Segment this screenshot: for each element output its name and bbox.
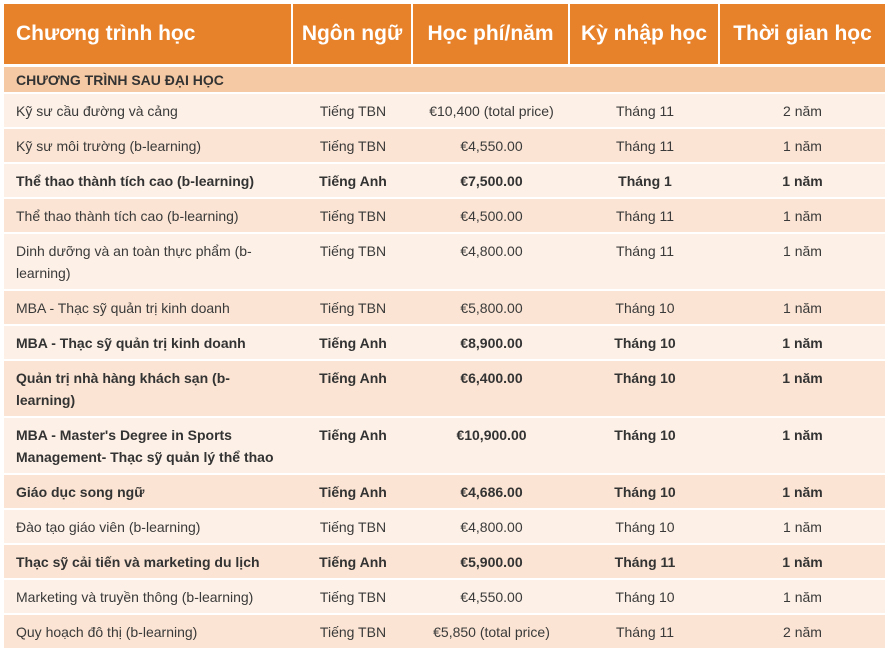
cell-fee: €10,900.00 (413, 418, 570, 475)
cell-program: Dinh dưỡng và an toàn thực phẩm (b-learning) (4, 234, 293, 291)
table-row (4, 361, 885, 418)
header-intake: Kỳ nhập học (570, 4, 720, 64)
table-row (4, 545, 885, 580)
cell-intake: Tháng 11 (570, 129, 720, 164)
table-row (4, 164, 885, 199)
cell-language: Tiếng Anh (293, 475, 413, 510)
cell-language: Tiếng TBN (293, 615, 413, 650)
table-header (4, 4, 885, 64)
cell-fee: €4,550.00 (413, 129, 570, 164)
table-row (4, 510, 885, 545)
cell-intake: Tháng 1 (570, 164, 720, 199)
cell-intake: Tháng 10 (570, 475, 720, 510)
cell-language: Tiếng Anh (293, 545, 413, 580)
cell-fee: €5,800.00 (413, 291, 570, 326)
cell-language: Tiếng Anh (293, 361, 413, 418)
table-row (4, 418, 885, 475)
cell-program: Quản trị nhà hàng khách sạn (b-learning) (4, 361, 293, 418)
section-row (4, 64, 885, 94)
cell-duration: 2 năm (720, 615, 885, 650)
cell-duration: 1 năm (720, 510, 885, 545)
section-title: CHƯƠNG TRÌNH SAU ĐẠI HỌC (4, 64, 885, 94)
cell-intake: Tháng 11 (570, 615, 720, 650)
cell-fee: €6,400.00 (413, 361, 570, 418)
cell-fee: €10,400 (total price) (413, 94, 570, 129)
cell-fee: €4,686.00 (413, 475, 570, 510)
cell-duration: 1 năm (720, 361, 885, 418)
table-row (4, 580, 885, 615)
cell-intake: Tháng 11 (570, 234, 720, 291)
tuition-table (4, 4, 885, 650)
cell-program: Thể thao thành tích cao (b-learning) (4, 164, 293, 199)
table-row (4, 129, 885, 164)
table-body (4, 64, 885, 650)
cell-intake: Tháng 10 (570, 510, 720, 545)
cell-duration: 1 năm (720, 291, 885, 326)
table-row (4, 291, 885, 326)
cell-language: Tiếng TBN (293, 510, 413, 545)
cell-duration: 1 năm (720, 234, 885, 291)
cell-fee: €4,500.00 (413, 199, 570, 234)
cell-language: Tiếng TBN (293, 129, 413, 164)
cell-language: Tiếng TBN (293, 199, 413, 234)
cell-program: MBA - Thạc sỹ quản trị kinh doanh (4, 291, 293, 326)
cell-program: MBA - Master's Degree in Sports Management- Thạc sỹ quản lý thể thao (4, 418, 293, 475)
cell-program: Giáo dục song ngữ (4, 475, 293, 510)
table-row (4, 475, 885, 510)
cell-intake: Tháng 11 (570, 199, 720, 234)
cell-fee: €5,850 (total price) (413, 615, 570, 650)
cell-intake: Tháng 10 (570, 580, 720, 615)
cell-program: Quy hoạch đô thị (b-learning) (4, 615, 293, 650)
cell-fee: €4,800.00 (413, 510, 570, 545)
cell-duration: 1 năm (720, 418, 885, 475)
cell-program: Thạc sỹ cải tiến và marketing du lịch (4, 545, 293, 580)
header-duration: Thời gian học (720, 4, 885, 64)
header-language: Ngôn ngữ (293, 4, 413, 64)
cell-program: Kỹ sư môi trường (b-learning) (4, 129, 293, 164)
cell-language: Tiếng TBN (293, 94, 413, 129)
cell-duration: 1 năm (720, 326, 885, 361)
cell-language: Tiếng TBN (293, 234, 413, 291)
cell-intake: Tháng 11 (570, 94, 720, 129)
table-row (4, 615, 885, 650)
cell-fee: €4,800.00 (413, 234, 570, 291)
cell-duration: 1 năm (720, 129, 885, 164)
cell-language: Tiếng Anh (293, 326, 413, 361)
header-program: Chương trình học (4, 4, 293, 64)
table-row (4, 94, 885, 129)
cell-language: Tiếng Anh (293, 164, 413, 199)
cell-program: MBA - Thạc sỹ quản trị kinh doanh (4, 326, 293, 361)
cell-duration: 1 năm (720, 580, 885, 615)
cell-program: Kỹ sư cầu đường và cảng (4, 94, 293, 129)
table-row (4, 199, 885, 234)
cell-program: Thể thao thành tích cao (b-learning) (4, 199, 293, 234)
cell-language: Tiếng TBN (293, 580, 413, 615)
cell-program: Marketing và truyền thông (b-learning) (4, 580, 293, 615)
cell-fee: €8,900.00 (413, 326, 570, 361)
table-row (4, 326, 885, 361)
cell-intake: Tháng 10 (570, 418, 720, 475)
cell-duration: 1 năm (720, 545, 885, 580)
cell-language: Tiếng Anh (293, 418, 413, 475)
cell-fee: €5,900.00 (413, 545, 570, 580)
cell-intake: Tháng 11 (570, 545, 720, 580)
cell-language: Tiếng TBN (293, 291, 413, 326)
cell-duration: 1 năm (720, 475, 885, 510)
cell-intake: Tháng 10 (570, 361, 720, 418)
cell-intake: Tháng 10 (570, 326, 720, 361)
cell-fee: €7,500.00 (413, 164, 570, 199)
cell-program: Đào tạo giáo viên (b-learning) (4, 510, 293, 545)
cell-fee: €4,550.00 (413, 580, 570, 615)
table-row (4, 234, 885, 291)
cell-duration: 1 năm (720, 164, 885, 199)
header-fee: Học phí/năm (413, 4, 570, 64)
cell-duration: 2 năm (720, 94, 885, 129)
cell-duration: 1 năm (720, 199, 885, 234)
cell-intake: Tháng 10 (570, 291, 720, 326)
